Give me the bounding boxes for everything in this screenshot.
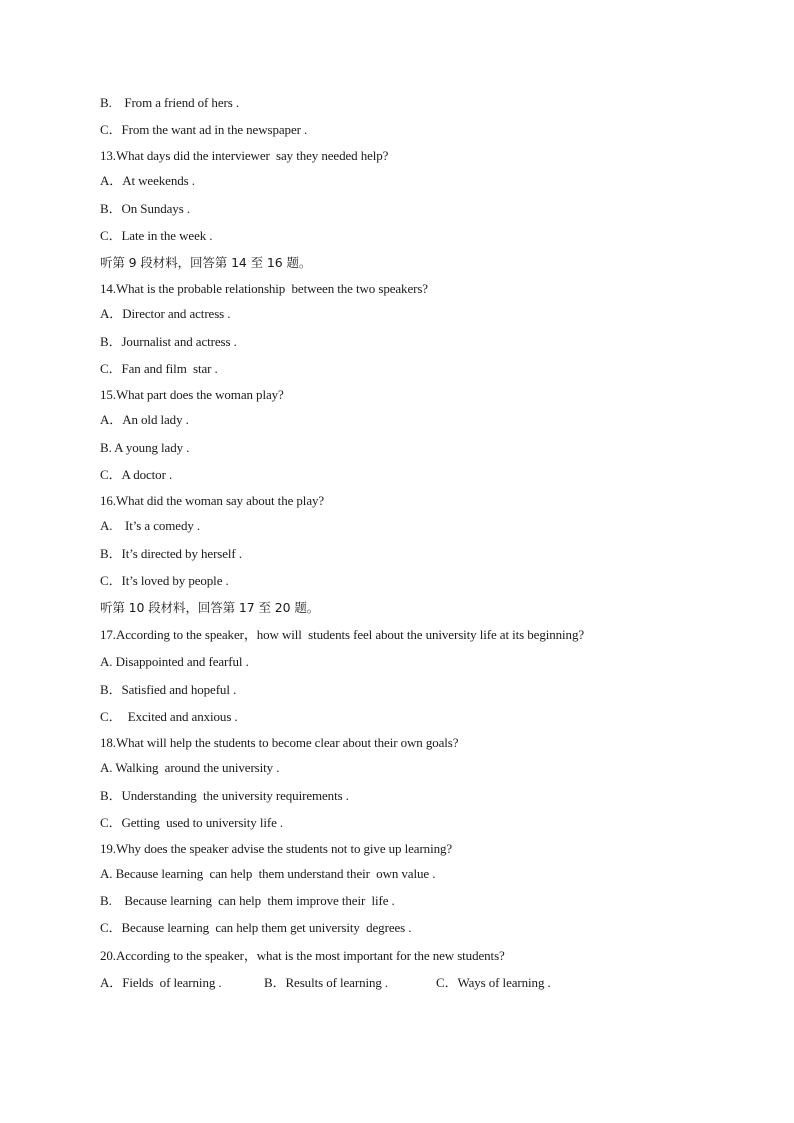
option-14a: A．Director and actress .: [100, 306, 231, 321]
section-heading-10: 听第 10 段材料，回答第 17 至 20 题。: [100, 600, 320, 615]
option-13b: B．On Sundays .: [100, 201, 190, 216]
option-18b: B．Understanding the university requirements .: [100, 788, 349, 803]
option-16a: A. It’s a comedy .: [100, 518, 201, 533]
option-15b: B. A young lady .: [100, 440, 190, 455]
option-16c: C．It’s loved by people .: [100, 573, 229, 588]
option-17c: C． Excited and anxious .: [100, 709, 238, 724]
question-20: 20.According to the speaker，what is the most important for the new students?: [100, 948, 505, 963]
question-15: 15.What part does the woman play?: [100, 387, 284, 402]
option-19a: A. Because learning can help them understand their own value .: [100, 866, 436, 881]
option-13c: C．Late in the week .: [100, 228, 213, 243]
option-15a: A．An old lady .: [100, 412, 189, 427]
section-heading-9: 听第 9 段材料，回答第 14 至 16 题。: [100, 255, 312, 270]
option-12c: C．From the want ad in the newspaper .: [100, 122, 308, 137]
question-17: 17.According to the speaker，how will students feel about the university life at its beginning?: [100, 627, 585, 642]
question-13: 13.What days did the interviewer say they needed help?: [100, 148, 389, 163]
option-17a: A. Disappointed and fearful .: [100, 654, 249, 669]
option-13a: A．At weekends .: [100, 173, 195, 188]
option-20c: C．Ways of learning .: [436, 975, 551, 990]
option-20b: B．Results of learning .: [264, 975, 389, 990]
option-15c: C．A doctor .: [100, 467, 173, 482]
option-14b: B．Journalist and actress .: [100, 334, 237, 349]
option-18c: C．Getting used to university life .: [100, 815, 284, 830]
question-16: 16.What did the woman say about the play?: [100, 493, 325, 508]
options-20: [100, 974, 740, 992]
question-18: 18.What will help the students to become clear about their own goals?: [100, 735, 459, 750]
option-19c: C．Because learning can help them get university degrees .: [100, 920, 412, 935]
option-18a: A. Walking around the university .: [100, 760, 280, 775]
option-16b: B．It’s directed by herself .: [100, 546, 242, 561]
option-20a: A．Fields of learning .: [100, 975, 222, 990]
question-19: 19.Why does the speaker advise the students not to give up learning?: [100, 841, 453, 856]
question-14: 14.What is the probable relationship between the two speakers?: [100, 281, 428, 296]
option-17b: B．Satisfied and hopeful .: [100, 682, 237, 697]
option-19b: B. Because learning can help them improve their life .: [100, 893, 395, 908]
option-14c: C．Fan and film star .: [100, 361, 218, 376]
option-12b: B. From a friend of hers .: [100, 95, 239, 110]
